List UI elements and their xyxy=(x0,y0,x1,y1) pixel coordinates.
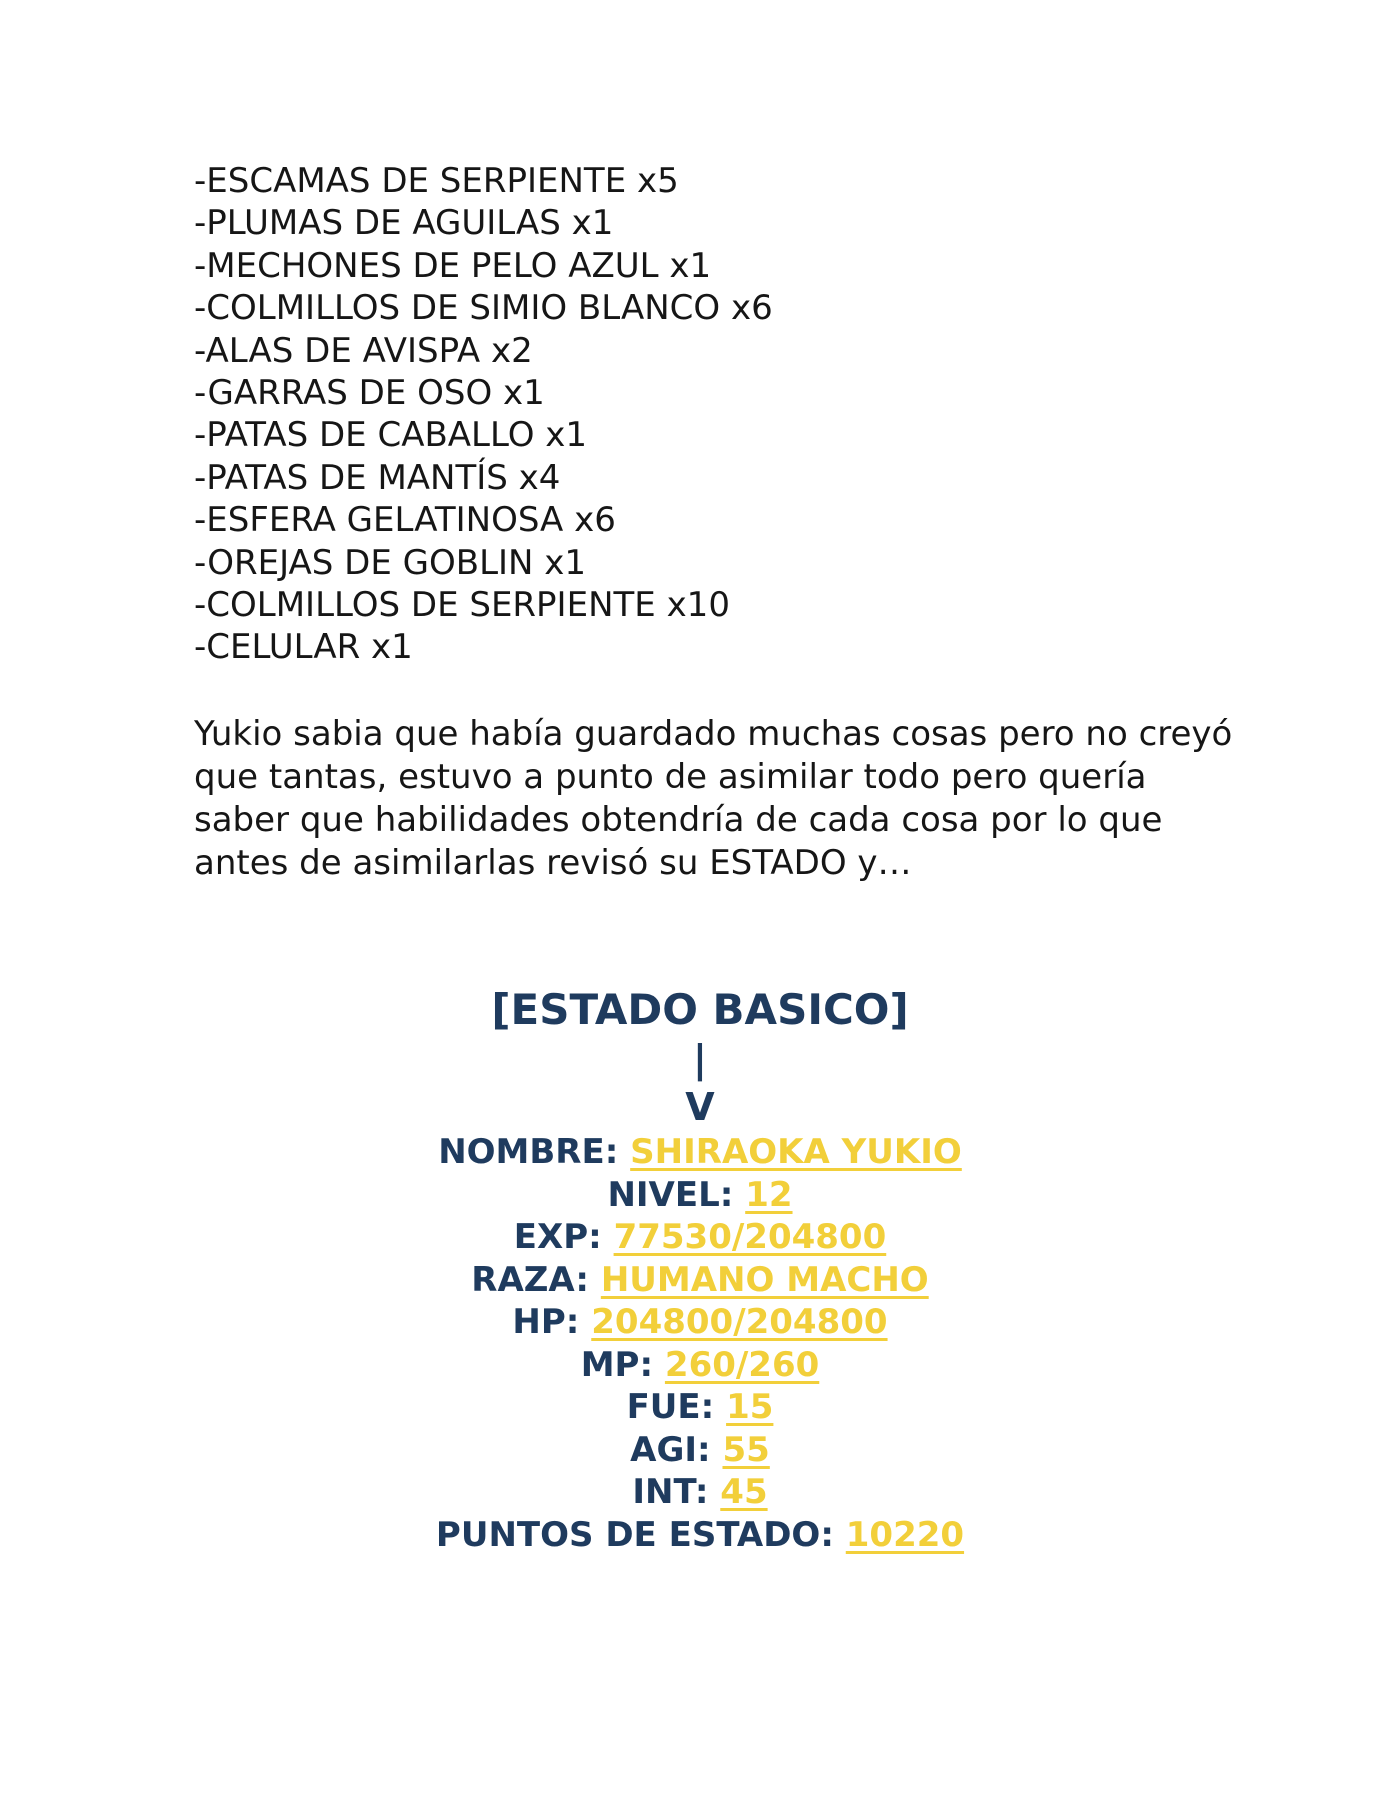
list-item: -ALAS DE AVISPA x2 xyxy=(194,330,533,371)
stat-row-fue xyxy=(0,1386,1400,1429)
list-item: -PLUMAS DE AGUILAS x1 xyxy=(194,203,614,244)
stat-label: PUNTOS DE ESTADO: xyxy=(435,1514,834,1555)
stat-label: AGI: xyxy=(630,1429,711,1470)
list-item: -COLMILLOS DE SERPIENTE x10 xyxy=(194,585,730,626)
stat-value: 77530/204800 xyxy=(613,1217,887,1257)
stat-value: 10220 xyxy=(845,1514,965,1555)
list-item: -COLMILLOS DE SIMIO BLANCO x6 xyxy=(194,288,773,329)
stat-value: 204800/204800 xyxy=(591,1302,888,1342)
stat-value: 45 xyxy=(720,1472,768,1512)
list-item: -PATAS DE CABALLO x1 xyxy=(194,415,588,456)
list-item: -ESFERA GELATINOSA x6 xyxy=(194,500,616,541)
stat-row-exp xyxy=(0,1216,1400,1259)
list-item: -MECHONES DE PELO AZUL x1 xyxy=(194,245,712,286)
arrow-head: V xyxy=(685,1085,715,1129)
stat-row-int xyxy=(0,1471,1400,1514)
stat-label: NIVEL: xyxy=(607,1174,734,1215)
list-item: -CELULAR x1 xyxy=(194,627,413,668)
stat-row-agi xyxy=(0,1429,1400,1472)
stat-row-mp xyxy=(0,1344,1400,1387)
list-item: -ESCAMAS DE SERPIENTE x5 xyxy=(194,161,679,201)
stat-label: HP: xyxy=(512,1302,580,1342)
stat-value: SHIRAOKA YUKIO xyxy=(630,1132,962,1172)
stat-label: EXP: xyxy=(513,1217,602,1257)
stat-row-nivel xyxy=(0,1174,1400,1217)
stat-label: FUE: xyxy=(626,1387,715,1427)
stat-row-raza xyxy=(0,1259,1400,1302)
stat-label: INT: xyxy=(632,1472,709,1512)
stat-label: RAZA: xyxy=(471,1259,589,1300)
stat-label: NOMBRE: xyxy=(438,1132,619,1172)
list-item: -PATAS DE MANTÍS x4 xyxy=(194,457,561,498)
stat-row-nombre xyxy=(0,1131,1400,1174)
list-item: -OREJAS DE GOBLIN x1 xyxy=(194,542,587,583)
stat-value: 12 xyxy=(745,1174,793,1215)
status-title: [ESTADO BASICO] xyxy=(491,985,909,1034)
stat-label: MP: xyxy=(580,1344,654,1385)
stat-row-hp xyxy=(0,1301,1400,1344)
arrow-line: | xyxy=(693,1037,707,1081)
stat-value: 15 xyxy=(726,1387,774,1427)
stat-value: 55 xyxy=(722,1429,770,1470)
stat-row-puntos xyxy=(0,1514,1400,1557)
stat-rows xyxy=(0,1131,1400,1556)
item-list xyxy=(194,160,773,669)
stat-value: 260/260 xyxy=(664,1344,820,1385)
list-item: -GARRAS DE OSO x1 xyxy=(194,373,545,414)
stat-value: HUMANO MACHO xyxy=(600,1259,929,1300)
status-panel xyxy=(0,985,1400,1556)
narrative-paragraph: Yukio sabia que había guardado muchas cosas pero no creyó que tantas, estuvo a punto de asimilar todo pero quería saber que habilidades obtendría de cada cosa por lo que antes de asimilarlas revisó su ESTADO y… xyxy=(194,714,1233,883)
